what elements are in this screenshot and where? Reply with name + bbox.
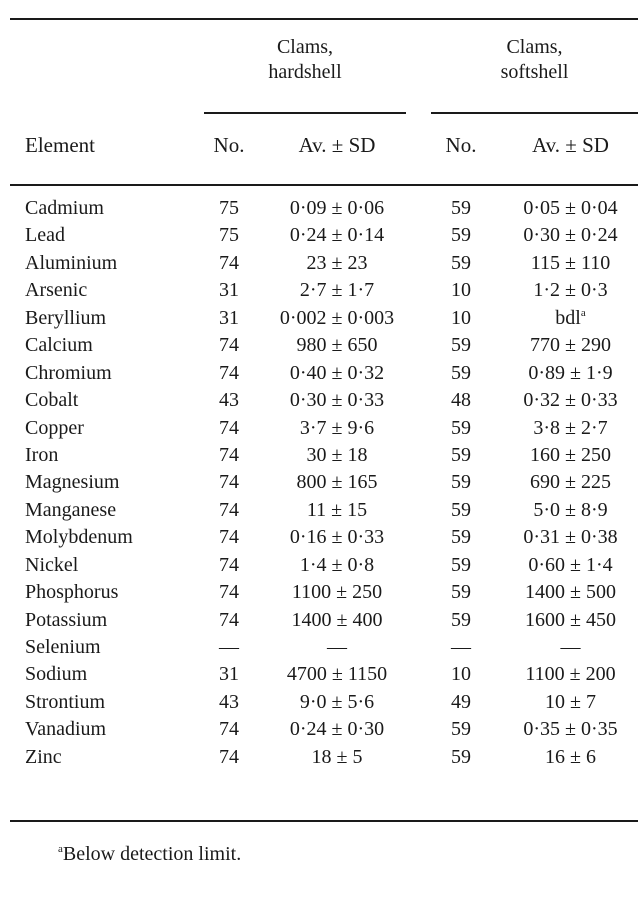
cell-element-text: Nickel [25,553,79,576]
group-header-hardshell-line2: hardshell [268,61,342,83]
cell-no-softshell-text: 10 [451,279,471,302]
cell-element-text: Potassium [25,608,108,631]
cell-no-softshell-text: 48 [451,389,471,412]
cell-no-hardshell-text: 74 [219,443,239,466]
cell-no-hardshell-text: 74 [219,334,239,357]
cell-av-softshell-text: 0·05 ± 0·04 [523,197,618,219]
cell-no-softshell-text: 59 [451,443,471,466]
cell-av-softshell [503,250,638,277]
cell-no-hardshell [204,332,254,359]
footnote-marker: a [58,843,63,855]
cell-av-hardshell-text: 23 ± 23 [306,251,368,274]
cell-av-hardshell [268,497,406,524]
table-row [0,607,638,634]
cell-av-hardshell [268,442,406,469]
cell-element [25,305,106,332]
cell-no-softshell [431,552,491,579]
cell-av-hardshell [268,250,406,277]
cell-no-softshell [431,415,491,442]
cell-no-hardshell [204,442,254,469]
cell-element-text: Manganese [25,498,117,521]
cell-no-softshell-text: 59 [451,718,471,741]
cell-av-hardshell-text: 980 ± 650 [296,334,378,357]
cell-no-softshell-text: 59 [451,553,471,576]
header-bottom-rule [10,184,638,186]
cell-av-softshell-text: 0·31 ± 0·38 [523,526,618,549]
cell-no-softshell [431,387,491,414]
cell-element-text: Aluminium [25,251,118,274]
cell-av-softshell [503,552,638,579]
cell-av-hardshell-text: 0·24 ± 0·14 [289,224,385,247]
cell-element-text: Chromium [25,361,112,384]
cell-element [25,469,119,496]
cell-no-softshell-text: 59 [451,745,471,768]
cell-no-softshell [431,469,491,496]
cell-element [25,332,93,359]
cell-no-hardshell [204,195,254,222]
cell-av-softshell-text: 0·32 ± 0·33 [523,389,618,412]
cell-no-softshell [431,222,491,249]
cell-av-hardshell-text: 800 ± 165 [296,471,378,494]
cell-no-softshell-text: 59 [451,581,471,604]
cell-no-softshell-text: 59 [451,361,471,384]
cell-element [25,387,78,414]
cell-no-softshell [431,744,491,771]
cell-av-softshell [503,360,638,387]
cell-av-softshell-text: 1·2 ± 0·3 [533,279,608,302]
group-rule-softshell [431,112,638,114]
cell-av-hardshell [268,195,406,222]
table-body [0,195,638,771]
cell-no-hardshell-text: 74 [219,553,239,576]
cell-av-hardshell [268,552,406,579]
cell-av-softshell [503,387,638,414]
cell-no-hardshell-text: 74 [219,498,239,521]
table-row [0,716,638,743]
cell-av-hardshell [268,222,406,249]
cell-av-softshell-text: 1600 ± 450 [525,608,616,631]
cell-av-softshell [503,332,638,359]
cell-no-softshell-text: 59 [451,526,471,549]
cell-element-text: Calcium [25,334,93,357]
cell-no-hardshell [204,689,254,716]
cell-no-hardshell [204,524,254,551]
cell-no-hardshell-text: 31 [219,279,239,302]
cell-no-hardshell-text: 75 [219,224,239,247]
footnote-text: Below detection limit. [62,843,242,865]
cell-no-softshell-text: 59 [451,224,471,247]
cell-av-hardshell-text: 30 ± 18 [306,443,368,466]
cell-no-softshell [431,634,491,661]
table-row [0,387,638,414]
cell-no-hardshell-text: 74 [219,526,239,549]
cell-element [25,415,84,442]
cell-no-softshell [431,360,491,387]
cell-av-hardshell-text: 11 ± 15 [306,498,368,521]
cell-no-hardshell-text: 31 [219,663,239,686]
cell-no-hardshell-text: 74 [219,471,239,494]
cell-no-softshell [431,305,491,332]
cell-element [25,524,133,551]
cell-no-hardshell [204,552,254,579]
cell-no-softshell [431,442,491,469]
table-row [0,222,638,249]
cell-no-hardshell [204,277,254,304]
cell-no-softshell [431,332,491,359]
cell-no-softshell-text: 10 [451,663,471,686]
cell-no-hardshell-text: 31 [219,306,239,329]
cell-no-hardshell [204,661,254,688]
cell-av-softshell-text: 770 ± 290 [530,334,611,357]
table-row [0,524,638,551]
cell-av-hardshell [268,332,406,359]
cell-av-softshell-text: 16 ± 6 [545,745,596,768]
cell-av-softshell [503,469,638,496]
table-row [0,552,638,579]
cell-av-hardshell [268,744,406,771]
cell-av-hardshell [268,661,406,688]
table-row [0,579,638,606]
cell-av-hardshell [268,387,406,414]
cell-av-softshell [503,277,638,304]
cell-av-hardshell [268,579,406,606]
cell-av-softshell [503,716,638,743]
table-row [0,250,638,277]
cell-no-hardshell-text: 74 [219,251,239,274]
table-row [0,277,638,304]
cell-no-hardshell [204,360,254,387]
cell-av-hardshell-text: 18 ± 5 [311,745,363,768]
cell-element [25,607,107,634]
cell-no-softshell-text: 59 [451,334,471,357]
cell-no-hardshell-text: 74 [219,581,239,604]
cell-av-softshell [503,579,638,606]
cell-av-hardshell [268,607,406,634]
column-header-no-softshell: No. [445,133,477,157]
cell-no-hardshell-text: 74 [219,416,239,439]
cell-no-hardshell [204,716,254,743]
cell-av-hardshell-text: — [327,636,347,658]
cell-no-hardshell [204,222,254,249]
table-row [0,305,638,332]
cell-element-text: Lead [25,224,65,247]
table-row [0,689,638,716]
cell-element-text: Arsenic [25,279,88,302]
cell-element [25,442,58,469]
cell-av-softshell-text: 5·0 ± 8·9 [533,498,608,521]
cell-av-hardshell-text: 2·7 ± 1·7 [299,279,375,302]
cell-element-text: Sodium [25,663,88,686]
cell-av-softshell-text: 3·8 ± 2·7 [533,416,608,439]
cell-element [25,250,117,277]
cell-no-hardshell-text: 75 [219,197,239,219]
cell-av-hardshell [268,634,406,661]
cell-element-text: Cadmium [25,197,104,219]
cell-av-hardshell-text: 0·40 ± 0·32 [289,361,385,384]
cell-av-softshell [503,497,638,524]
cell-element-text: Zinc [25,745,62,768]
table-row [0,469,638,496]
cell-av-hardshell [268,305,406,332]
table-row [0,195,638,222]
group-header-softshell [431,35,638,85]
cell-no-softshell [431,524,491,551]
cell-no-softshell-text: 59 [451,416,471,439]
cell-no-hardshell-text: 74 [219,361,239,384]
cell-av-hardshell-text: 4700 ± 1150 [286,663,388,686]
column-header-av-hardshell: Av. ± SD [298,133,376,157]
cell-element-text: Phosphorus [25,581,119,604]
cell-element-text: Magnesium [25,471,120,494]
group-header-softshell-line1: Clams, [506,36,563,58]
cell-no-softshell-text: 10 [451,306,471,329]
column-header-element: Element [25,133,95,157]
cell-no-softshell [431,497,491,524]
cell-element [25,634,101,661]
group-header-hardshell [204,35,406,85]
cell-av-hardshell-text: 0·30 ± 0·33 [289,389,385,412]
cell-no-softshell-text: 59 [451,251,471,274]
cell-no-softshell [431,689,491,716]
cell-no-hardshell [204,387,254,414]
cell-av-hardshell [268,277,406,304]
cell-no-softshell [431,661,491,688]
footnote-ref-marker: a [580,306,586,319]
cell-no-hardshell [204,607,254,634]
cell-av-hardshell [268,689,406,716]
cell-no-hardshell [204,305,254,332]
table-row [0,332,638,359]
group-header-softshell-line2: softshell [500,61,569,83]
footnote [58,842,241,867]
cell-av-hardshell [268,469,406,496]
table-row [0,744,638,771]
cell-av-softshell-text: 1100 ± 200 [525,663,616,686]
cell-av-softshell-text: — [560,636,581,658]
cell-no-softshell-text: 59 [451,608,471,631]
cell-no-hardshell [204,469,254,496]
cell-no-hardshell [204,579,254,606]
cell-no-hardshell-text: 43 [219,690,239,713]
cell-no-softshell-text: 59 [451,498,471,521]
cell-av-hardshell-text: 0·24 ± 0·30 [289,718,385,741]
cell-av-hardshell-text: 1·4 ± 0·8 [299,553,375,576]
cell-element [25,579,118,606]
cell-av-softshell [503,415,638,442]
cell-element [25,552,78,579]
cell-av-hardshell [268,360,406,387]
cell-av-softshell [503,442,638,469]
table-top-rule [10,18,638,20]
cell-element-text: Iron [25,443,59,466]
cell-no-hardshell [204,744,254,771]
cell-av-softshell-text: 1400 ± 500 [525,581,616,604]
cell-element [25,744,62,771]
cell-av-hardshell-text: 3·7 ± 9·6 [299,416,375,439]
cell-av-hardshell [268,716,406,743]
table-row [0,360,638,387]
cell-element [25,360,112,387]
cell-element [25,661,87,688]
cell-no-hardshell [204,634,254,661]
table-row [0,661,638,688]
cell-av-softshell [503,661,638,688]
cell-no-hardshell [204,415,254,442]
cell-av-softshell-text: 0·60 ± 1·4 [528,553,613,576]
cell-element [25,716,106,743]
cell-av-hardshell-text: 0·002 ± 0·003 [279,306,395,329]
cell-av-softshell-text: 160 ± 250 [530,443,611,466]
cell-av-hardshell-text: 9·0 ± 5·6 [299,690,375,713]
column-header-no-hardshell: No. [213,133,245,157]
cell-av-softshell [503,607,638,634]
cell-av-hardshell-text: 1400 ± 400 [291,608,383,631]
group-rule-hardshell [204,112,406,114]
cell-av-softshell-text: bdl [555,306,581,329]
cell-no-hardshell-text: 43 [219,389,239,412]
column-header-av-softshell: Av. ± SD [532,133,609,157]
cell-no-softshell-text: 59 [451,197,471,219]
cell-element-text: Strontium [25,690,106,713]
cell-av-softshell [503,634,638,661]
cell-no-softshell-text: 59 [451,471,471,494]
cell-no-softshell-text: — [451,636,471,658]
cell-av-softshell-text: 0·89 ± 1·9 [528,361,613,384]
cell-av-softshell-text: 0·35 ± 0·35 [523,718,618,741]
cell-no-softshell [431,250,491,277]
table-row [0,442,638,469]
cell-av-hardshell-text: 1100 ± 250 [291,581,383,604]
cell-element [25,195,104,222]
cell-element-text: Vanadium [25,718,107,741]
cell-element [25,277,87,304]
cell-no-hardshell-text: — [219,636,239,658]
cell-av-softshell-text: 690 ± 225 [530,471,611,494]
cell-element [25,497,116,524]
cell-av-softshell [503,195,638,222]
cell-av-softshell-text: 10 ± 7 [545,690,596,713]
cell-no-softshell [431,716,491,743]
cell-element-text: Selenium [25,636,101,658]
cell-av-softshell-text: 0·30 ± 0·24 [523,224,618,247]
table-bottom-rule [10,820,638,822]
cell-element-text: Cobalt [25,389,79,412]
cell-element [25,689,105,716]
cell-av-softshell-text: 115 ± 110 [530,251,611,274]
cell-av-hardshell [268,524,406,551]
table-row [0,497,638,524]
table-row [0,415,638,442]
cell-av-hardshell [268,415,406,442]
cell-no-softshell [431,277,491,304]
cell-element-text: Beryllium [25,306,107,329]
cell-no-hardshell-text: 74 [219,745,239,768]
cell-av-hardshell-text: 0·09 ± 0·06 [289,197,385,219]
cell-av-softshell [503,744,638,771]
cell-no-hardshell [204,250,254,277]
cell-element [25,222,65,249]
cell-av-softshell [503,689,638,716]
cell-no-hardshell-text: 74 [219,718,239,741]
cell-no-softshell [431,579,491,606]
cell-av-softshell [503,222,638,249]
cell-no-hardshell [204,497,254,524]
cell-element-text: Copper [25,416,84,439]
cell-av-softshell [503,524,638,551]
cell-av-softshell [503,305,638,332]
group-header-hardshell-line1: Clams, [276,36,334,58]
cell-no-softshell [431,195,491,222]
cell-no-softshell [431,607,491,634]
table-row [0,634,638,661]
cell-no-hardshell-text: 74 [219,608,239,631]
cell-element-text: Molybdenum [25,526,133,549]
cell-av-hardshell-text: 0·16 ± 0·33 [289,526,385,549]
cell-no-softshell-text: 49 [451,690,471,713]
